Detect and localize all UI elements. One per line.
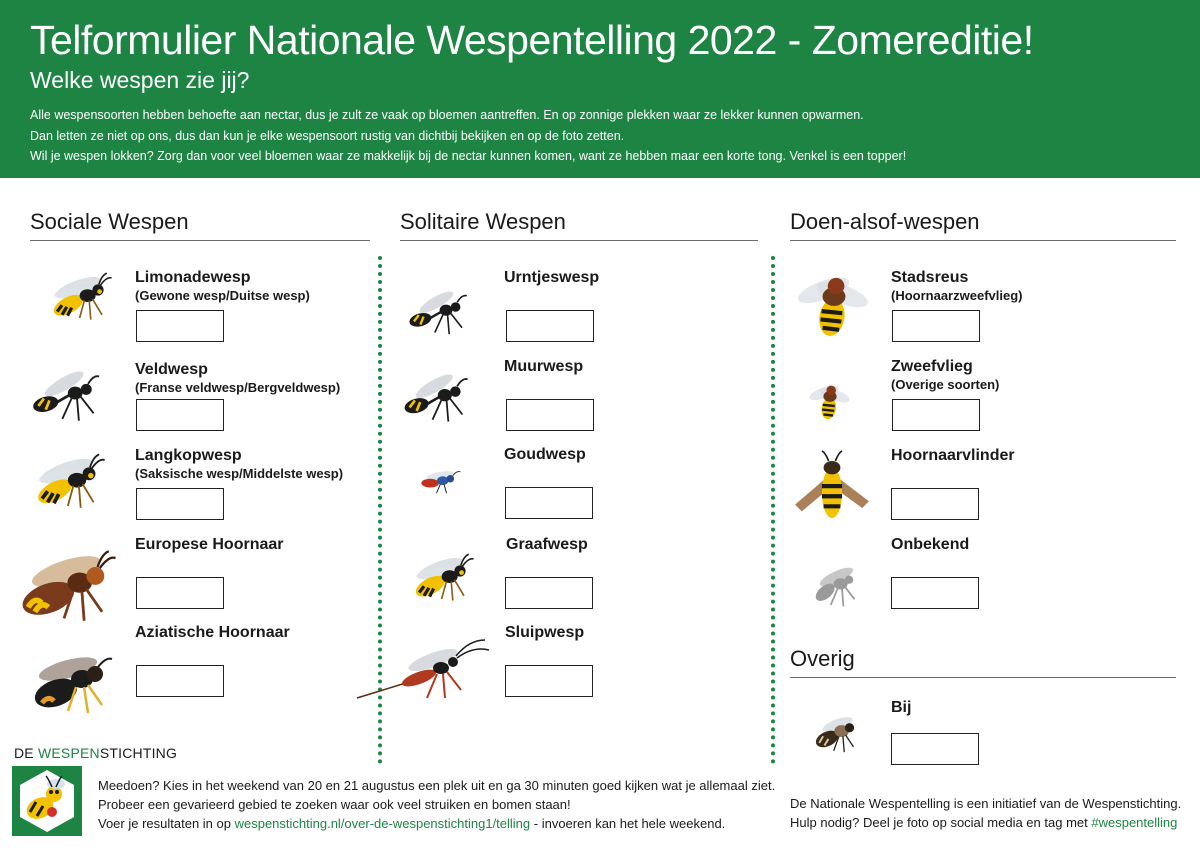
species-name: Graafwesp bbox=[506, 536, 588, 553]
column-title-mimics: Doen-alsof-wespen bbox=[790, 208, 1176, 241]
page-title: Telformulier Nationale Wespentelling 2022 - Zomereditie! bbox=[30, 17, 1034, 63]
brand-name bbox=[14, 744, 177, 762]
wespenstichting-logo bbox=[12, 766, 82, 836]
column-mimics bbox=[790, 208, 1176, 241]
species-subname: (Franse veldwesp/Bergveldwesp) bbox=[135, 380, 341, 395]
species-entry-sluipwesp bbox=[505, 624, 584, 642]
intro-line: Dan letten ze niet op ons, dus dan kun je elke wespensoort rustig van dichtbij bekijken en op de foto zetten. bbox=[30, 128, 625, 143]
species-name: Bij bbox=[891, 699, 912, 716]
graafwesp-image bbox=[400, 542, 480, 616]
column-title-social: Sociale Wespen bbox=[30, 208, 370, 241]
count-box-limonadewesp[interactable] bbox=[136, 310, 224, 342]
brand-part: WESPEN bbox=[37, 745, 100, 761]
column-title-solitary: Solitaire Wespen bbox=[400, 208, 758, 241]
species-entry-graafwesp bbox=[506, 536, 588, 554]
species-entry-veldwesp bbox=[135, 361, 340, 396]
header-banner bbox=[0, 0, 1200, 178]
count-box-sluipwesp[interactable] bbox=[505, 665, 593, 697]
count-box-stadsreus[interactable] bbox=[892, 310, 980, 342]
species-name: Langkopwesp bbox=[135, 447, 242, 464]
species-entry-europese-hoornaar bbox=[135, 536, 283, 554]
count-box-bij[interactable] bbox=[891, 733, 979, 765]
species-entry-urntjeswesp bbox=[504, 269, 599, 287]
initiative-text bbox=[790, 794, 1181, 832]
initiative-line: De Nationale Wespentelling is een initiatief van de Wespenstichting. bbox=[790, 796, 1182, 811]
species-name: Europese Hoornaar bbox=[135, 536, 284, 553]
species-name: Hoornaarvlinder bbox=[891, 447, 1015, 464]
results-link[interactable]: wespenstichting.nl/over-de-wespenstichting1/telling bbox=[234, 816, 531, 831]
initiative-line bbox=[790, 813, 1181, 832]
column-divider bbox=[771, 256, 775, 764]
onbekend-image bbox=[800, 556, 870, 616]
column-social bbox=[30, 208, 370, 241]
limonadewesp-image bbox=[38, 262, 118, 334]
count-box-hoornaarvlinder[interactable] bbox=[891, 488, 979, 520]
species-entry-stadsreus bbox=[891, 269, 1022, 304]
species-subname: (Hoornaarzweefvlieg) bbox=[891, 288, 1023, 303]
species-name: Muurwesp bbox=[504, 358, 584, 375]
species-entry-zweefvlieg bbox=[891, 358, 999, 393]
count-box-europese-hoornaar[interactable] bbox=[136, 577, 224, 609]
species-entry-hoornaarvlinder bbox=[891, 447, 1015, 465]
bij-image bbox=[802, 700, 868, 766]
participation-line bbox=[98, 814, 775, 833]
species-name: Goudwesp bbox=[504, 446, 586, 463]
intro-line: Alle wespensoorten hebben behoefte aan nectar, dus je zult ze vaak op bloemen aantreffen. En op zonnige plekken waar ze lekker kunnen opwarmen. bbox=[30, 108, 864, 122]
hoornaarvlinder-image bbox=[790, 440, 874, 534]
species-entry-goudwesp bbox=[504, 446, 586, 464]
species-entry-limonadewesp bbox=[135, 269, 310, 304]
participation-line: Probeer een gevarieerd gebied te zoeken waar ook veel struiken en bomen staan! bbox=[98, 797, 571, 812]
brand-part: STICHTING bbox=[99, 745, 178, 761]
urntjeswesp-image bbox=[398, 278, 478, 344]
column-title-other: Overig bbox=[790, 645, 1176, 678]
species-name: Zweefvlieg bbox=[891, 358, 973, 375]
participation-text bbox=[98, 776, 775, 833]
species-entry-muurwesp bbox=[504, 358, 583, 376]
intro-text bbox=[30, 105, 1170, 167]
hashtag-link[interactable]: #wespentelling bbox=[1091, 815, 1178, 830]
muurwesp-image bbox=[392, 354, 480, 438]
veldwesp-image bbox=[20, 352, 112, 436]
zweefvlieg-image bbox=[800, 372, 860, 434]
count-box-urntjeswesp[interactable] bbox=[506, 310, 594, 342]
brand-part: DE bbox=[14, 745, 38, 761]
stadsreus-image bbox=[782, 256, 886, 360]
column-solitary bbox=[400, 208, 758, 241]
species-entry-aziatische-hoornaar bbox=[135, 624, 290, 642]
goudwesp-image bbox=[406, 458, 472, 502]
count-box-zweefvlieg[interactable] bbox=[892, 399, 980, 431]
species-entry-bij bbox=[891, 699, 911, 717]
count-box-langkopwesp[interactable] bbox=[136, 488, 224, 520]
column-other bbox=[790, 645, 1176, 678]
species-name: Stadsreus bbox=[891, 269, 969, 286]
species-name: Urntjeswesp bbox=[504, 269, 600, 286]
europese-hoornaar-image bbox=[8, 540, 120, 632]
sluipwesp-image bbox=[352, 636, 494, 706]
species-subname: (Gewone wesp/Duitse wesp) bbox=[135, 288, 310, 303]
species-entry-onbekend bbox=[891, 536, 969, 554]
species-name: Veldwesp bbox=[135, 361, 208, 378]
count-box-goudwesp[interactable] bbox=[505, 487, 593, 519]
langkopwesp-image bbox=[20, 443, 112, 523]
intro-line: Wil je wespen lokken? Zorg dan voor veel bloemen waar ze makkelijk bij de nectar kunnen komen, want ze hebben maar een korte tong. Venkel is een topper! bbox=[30, 149, 907, 163]
initiative-text-part: Hulp nodig? Deel je foto op social media en tag met bbox=[790, 815, 1092, 830]
participation-text-part: Voer je resultaten in op bbox=[98, 816, 235, 831]
species-subname: (Saksische wesp/Middelste wesp) bbox=[135, 466, 344, 481]
count-box-aziatische-hoornaar[interactable] bbox=[136, 665, 224, 697]
participation-line: Meedoen? Kies in het weekend van 20 en 21 augustus een plek uit en ga 30 minuten goed kijken wat je allemaal ziet. bbox=[98, 778, 776, 793]
count-box-veldwesp[interactable] bbox=[136, 399, 224, 431]
count-box-onbekend[interactable] bbox=[891, 577, 979, 609]
logo-wasp-icon bbox=[12, 766, 82, 836]
species-entry-langkopwesp bbox=[135, 447, 343, 482]
participation-text-part: - invoeren kan het hele weekend. bbox=[530, 816, 726, 831]
page-subtitle: Welke wespen zie jij? bbox=[30, 67, 250, 93]
count-box-graafwesp[interactable] bbox=[505, 577, 593, 609]
species-name: Sluipwesp bbox=[505, 624, 585, 641]
count-box-muurwesp[interactable] bbox=[506, 399, 594, 431]
aziatische-hoornaar-image bbox=[18, 636, 118, 728]
species-subname: (Overige soorten) bbox=[891, 377, 1000, 392]
species-name: Limonadewesp bbox=[135, 269, 251, 286]
species-name: Onbekend bbox=[891, 536, 970, 553]
species-name: Aziatische Hoornaar bbox=[135, 624, 290, 641]
